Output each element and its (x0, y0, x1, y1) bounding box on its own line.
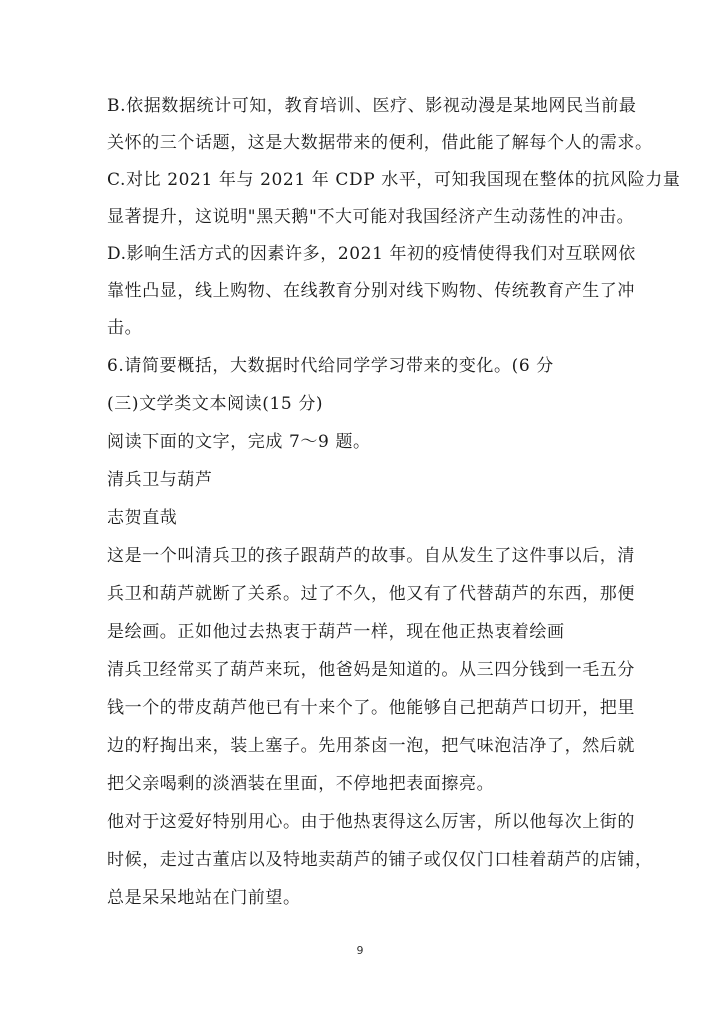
section-heading: (三)文学类文本阅读(15 分) (107, 394, 324, 414)
text-line: 时候，走过古董店以及特地卖葫芦的铺子或仅仅门口桂着葫芦的店铺， (107, 850, 653, 870)
page-number: 9 (356, 944, 364, 957)
text-line: 是绘画。正如他过去热衷于葫芦一样，现在他正热衷着绘画 (107, 622, 565, 642)
story-author: 志贺直哉 (107, 508, 178, 528)
instruction-line: 阅读下面的文字，完成 7～9 题。 (107, 432, 371, 452)
text-line: D.影响生活方式的因素许多，2021 年初的疫情使得我们对互联网依 (107, 244, 636, 264)
text-line: 钱一个的带皮葫芦他已有十来个了。他能够自己把葫芦口切开，把里 (107, 698, 635, 718)
text-line: 这是一个叫清兵卫的孩子跟葫芦的故事。自从发生了这件事以后，清 (107, 546, 635, 566)
text-line: B.依据数据统计可知，教育培训、医疗、影视动漫是某地网民当前最 (107, 96, 637, 116)
text-line: 他对于这爱好特别用心。由于他热衷得这么厉害，所以他每次上街的 (107, 812, 635, 832)
text-line: 靠性凸显，线上购物、在线教育分别对线下购物、传统教育产生了冲 (107, 281, 635, 301)
text-line: 击。 (107, 318, 143, 338)
text-line: 把父亲喝剩的淡酒装在里面，不停地把表面擦亮。 (107, 774, 495, 794)
text-line: 兵卫和葫芦就断了关系。过了不久，他又有了代替葫芦的东西，那便 (107, 584, 635, 604)
text-line: 关怀的三个话题，这是大数据带来的便利，借此能了解每个人的需求。 (107, 133, 653, 153)
question-6: 6.请简要概括，大数据时代给同学学习带来的变化。(6 分 (107, 356, 554, 376)
story-title: 清兵卫与葫芦 (107, 470, 213, 490)
text-line: 总是呆呆地站在门前望。 (107, 888, 301, 908)
text-line: 显著提升，这说明"黑天鹅"不大可能对我国经济产生动荡性的冲击。 (107, 207, 635, 227)
text-line: 清兵卫经常买了葫芦来玩，他爸妈是知道的。从三四分钱到一毛五分 (107, 660, 635, 680)
text-line: 边的籽掏出来，装上塞子。先用茶卤一泡，把气味泡洁净了，然后就 (107, 736, 635, 756)
text-line: C.对比 2021 年与 2021 年 CDP 水平，可知我国现在整体的抗风险力量 (107, 170, 681, 190)
